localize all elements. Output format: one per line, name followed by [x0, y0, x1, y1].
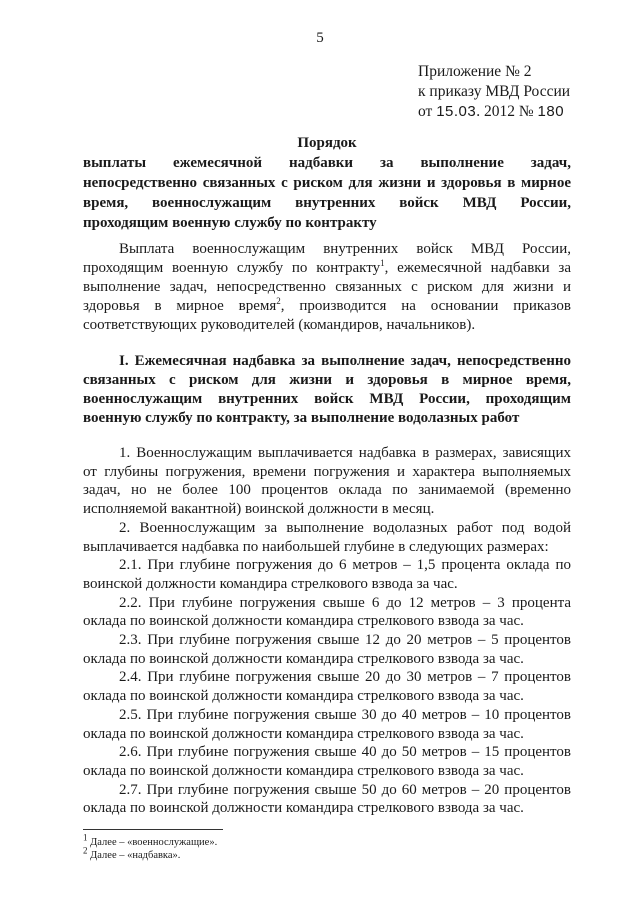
appendix-date-year: . 2012 № [476, 103, 534, 120]
intro-text-2: , ежемесячной надбавки за выполнение задач, непосредственно связанных с риском для жизни и здоровья в мирное время [83, 260, 571, 314]
item-1: 1. Военнослужащим выплачивается надбавка в размерах, зависящих от глубины погружения, времени погружения и характера выполняемых задач, но не более 100 процентов оклада по занимаемой (временно исполняемой вакантной) воинской должности в месяц. [83, 445, 571, 518]
footnote-separator [83, 829, 223, 830]
footnote-1 [83, 832, 218, 849]
document-title [83, 133, 571, 233]
item-2-5: 2.5. При глубине погружения свыше 30 до 40 метров – 10 процентов оклада по воинской должности командира стрелкового взвода за час. [83, 706, 571, 742]
section-1-items [83, 444, 571, 818]
footnote-2 [83, 845, 217, 862]
intro-paragraph [83, 240, 571, 335]
appendix-date-prefix: от [418, 103, 433, 120]
item-2-6: 2.6. При глубине погружения свыше 40 до 50 метров – 15 процентов оклада по воинской должности командира стрелкового взвода за час. [83, 744, 571, 779]
title-heading: Порядок [297, 135, 357, 151]
appendix-title: Приложение № 2 [418, 63, 532, 80]
footnote-ref-2: 2 [276, 296, 281, 306]
item-2-3: 2.3. При глубине погружения свыше 12 до 20 метров – 5 процентов оклада по воинской должности командира стрелкового взвода за час. [83, 632, 571, 667]
appendix-date: 15.03 [436, 103, 477, 120]
footnote-1-text: Далее – «военнослужащие». [87, 837, 218, 848]
footnotes [83, 832, 218, 862]
appendix-order-number: 180 [537, 103, 565, 120]
page-number: 5 [316, 30, 324, 46]
item-2-4: 2.4. При глубине погружения свыше 20 до 30 метров – 7 процентов оклада по воинской должности командира стрелкового взвода за час. [83, 669, 571, 705]
footnote-2-mark: 2 [83, 845, 88, 856]
item-2-2: 2.2. При глубине погружения свыше 6 до 12 метров – 3 процента оклада по воинской должности командира стрелкового взвода за час. [83, 594, 571, 630]
appendix-block [418, 62, 570, 122]
appendix-date-line [418, 102, 570, 122]
appendix-order-ref: к приказу МВД России [418, 83, 571, 100]
intro-text-3: , производится на основании приказов соответствующих руководителей (командиров, начальников). [83, 298, 571, 333]
title-line-1: выплаты ежемесячной надбавки за выполнение задач, [83, 155, 571, 171]
item-2-1: 2.1. При глубине погружения до 6 метров – 1,5 процента оклада по воинской должности командира стрелкового взвода за час. [83, 557, 571, 592]
footnote-1-mark: 1 [83, 832, 88, 843]
footnote-ref-1: 1 [380, 258, 385, 268]
footnote-2-text: Далее – «надбавка». [87, 850, 181, 861]
title-line-4: проходящим военную службу по контракту [83, 215, 377, 231]
item-2-7: 2.7. При глубине погружения свыше 50 до 60 метров – 20 процентов оклада по воинской должности командира стрелкового взвода за час. [83, 781, 571, 817]
section-1-heading: I. Ежемесячная надбавка за выполнение задач, непосредственно связанных с риском для жизни и здоровья в мирное время, военнослужащим внутренних войск МВД России, проходящим военную службу по контракту, за выполнение водолазных работ [83, 353, 571, 426]
intro-text-1: Выплата военнослужащим внутренних войск МВД России, проходящим военную службу по контракту [83, 241, 571, 276]
item-2: 2. Военнослужащим за выполнение водолазных работ под водой выплачивается надбавка по наибольшей глубине в следующих размерах: [83, 519, 571, 555]
title-line-2: непосредственно связанных с риском для жизни и здоровья в мирное [83, 175, 571, 191]
title-line-3: время, военнослужащим внутренних войск МВД России, [83, 195, 571, 211]
